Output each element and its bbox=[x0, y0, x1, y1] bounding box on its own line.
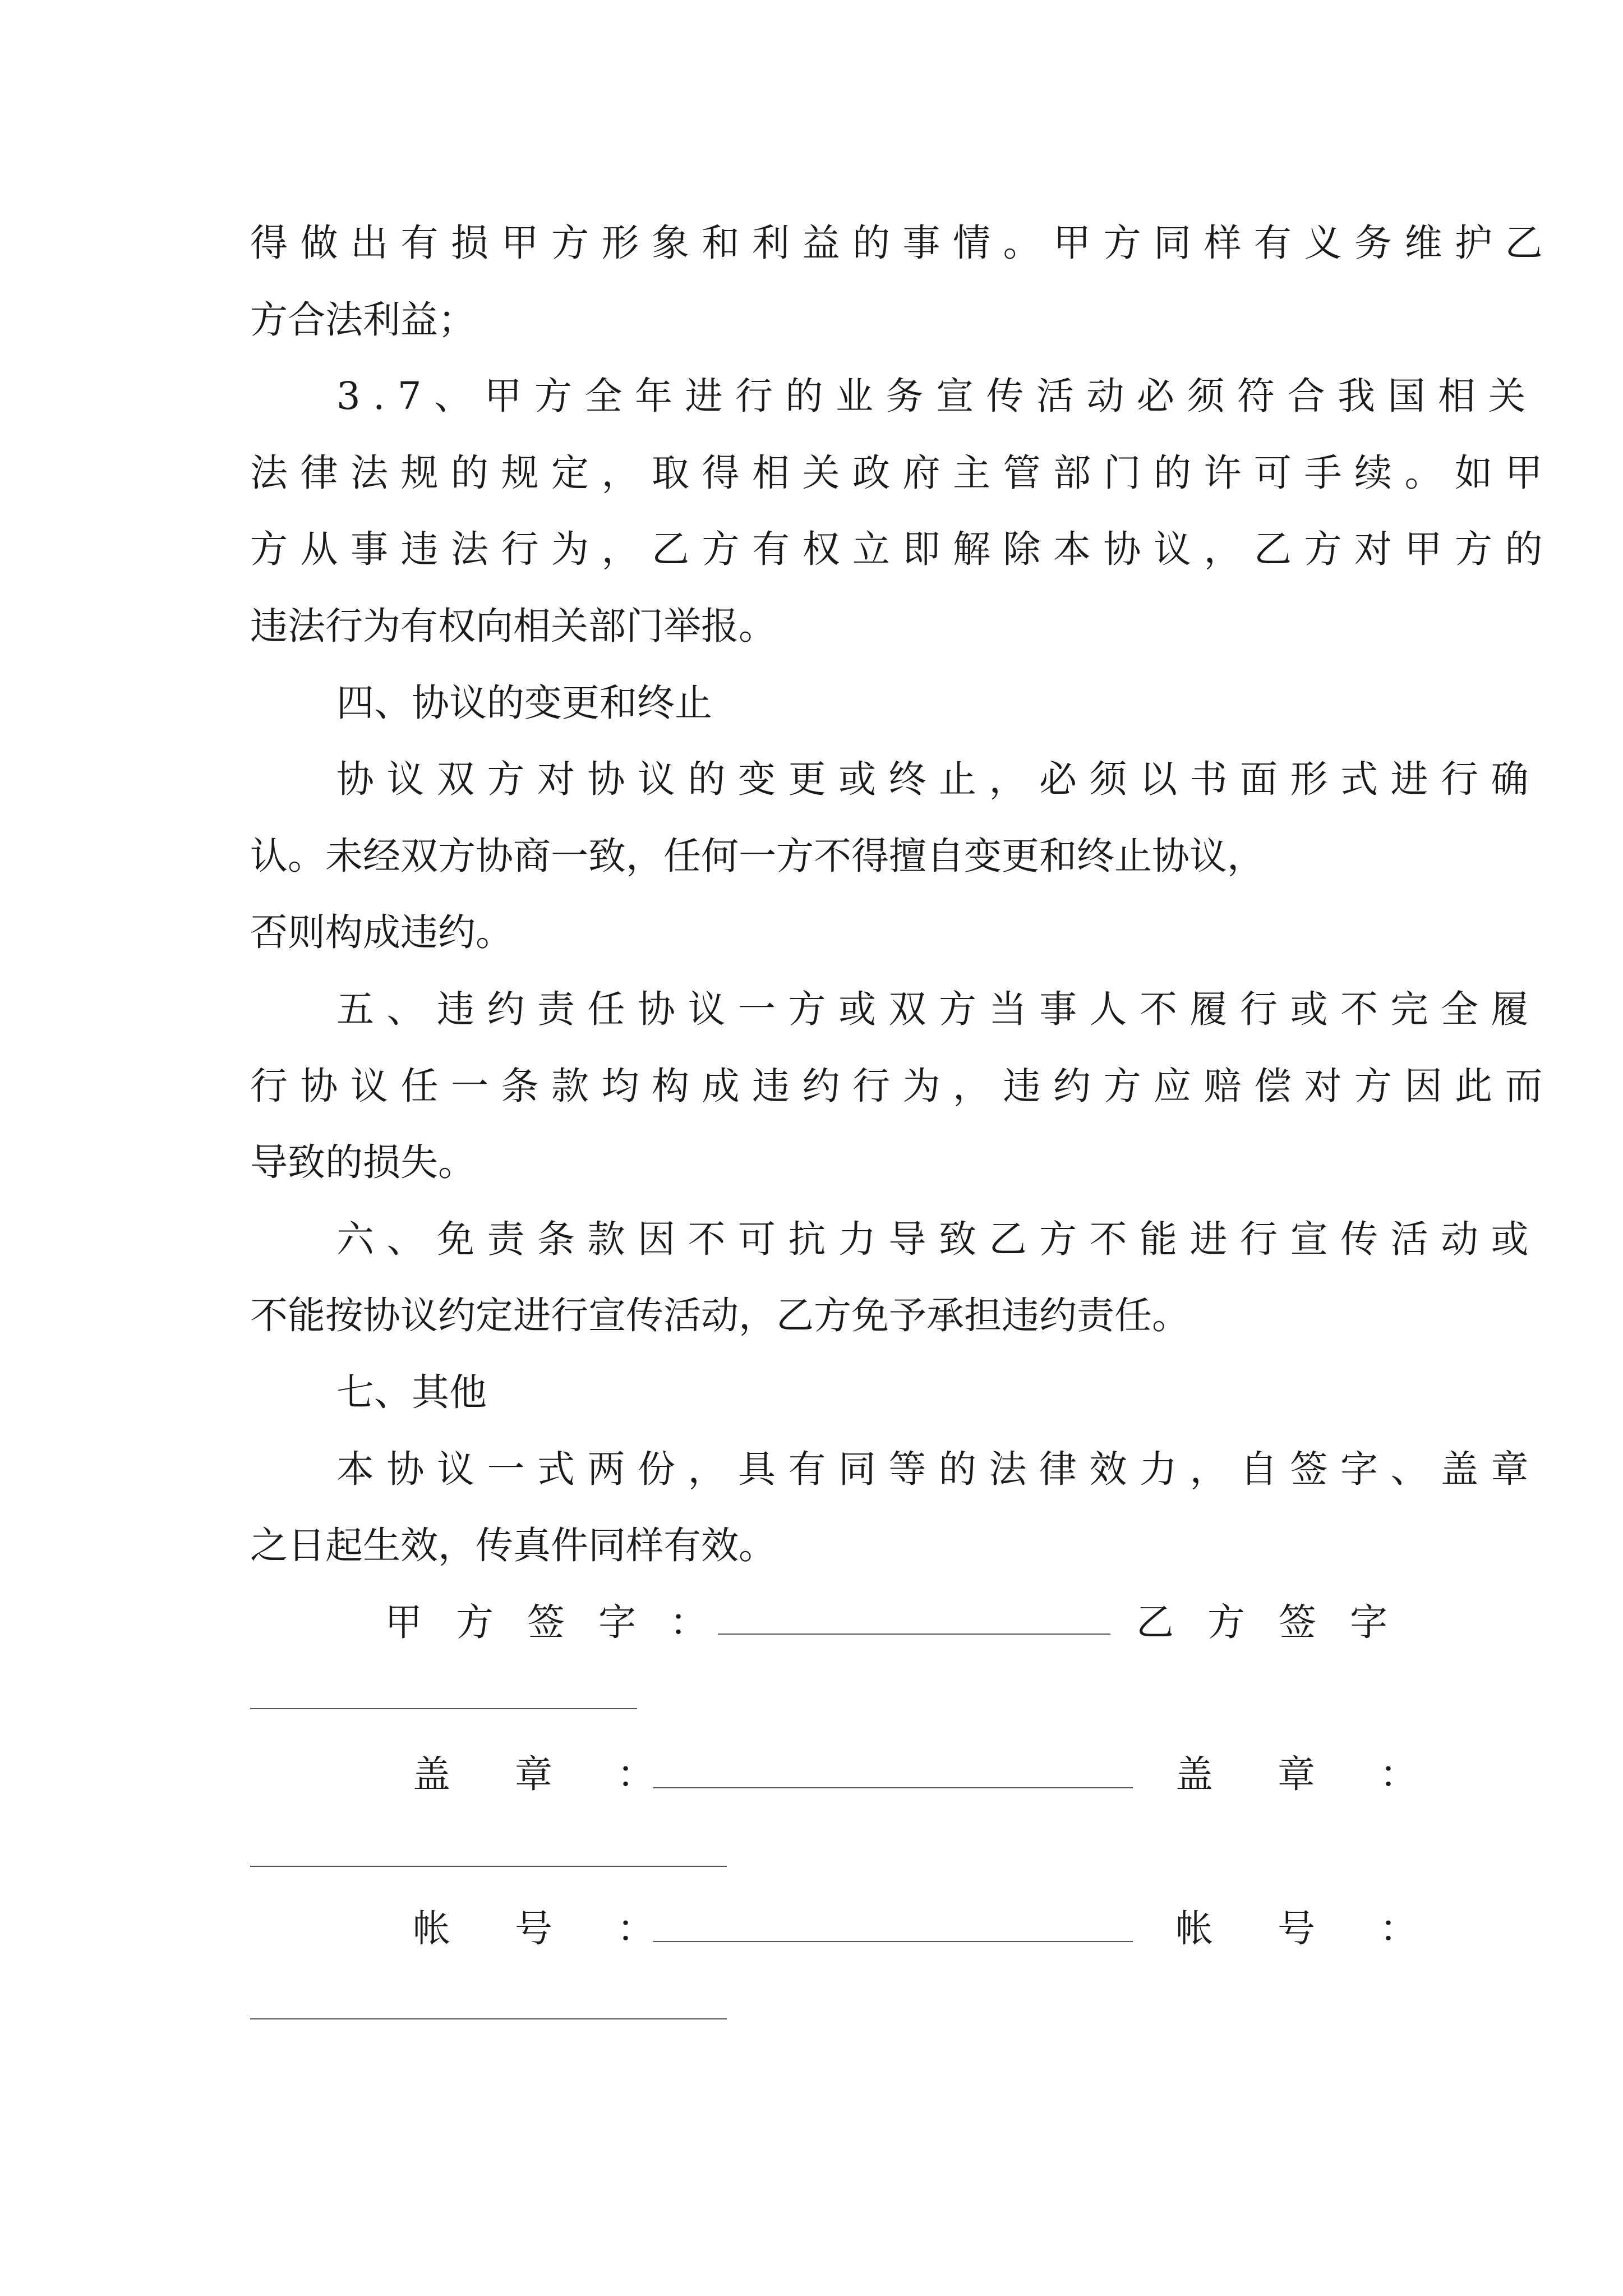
party-a-account-label: 帐号： bbox=[413, 1907, 719, 1950]
paragraph-line: 法律法规的规定，取得相关政府主管部门的许可手续。如甲 bbox=[250, 451, 1555, 495]
party-b-seal-label: 盖章： bbox=[1175, 1752, 1482, 1796]
paragraph-line: 行协议任一条款均构成违约行为，违约方应赔偿对方因此而 bbox=[250, 1064, 1555, 1108]
party-a-signature-line[interactable] bbox=[718, 1634, 1110, 1635]
section-heading: 四、协议的变更和终止 bbox=[336, 681, 712, 725]
paragraph-line: 之日起生效，传真件同样有效。 bbox=[250, 1524, 776, 1567]
party-a-seal-line[interactable] bbox=[653, 1787, 1133, 1788]
party-a-account-line[interactable] bbox=[653, 1941, 1133, 1942]
paragraph-line: 得做出有损甲方形象和利益的事情。甲方同样有义务维护乙 bbox=[250, 221, 1555, 265]
paragraph-line: 认。未经双方协商一致，任何一方不得擅自变更和终止协议， bbox=[250, 834, 1265, 878]
party-b-signature-label: 乙方签字 bbox=[1136, 1600, 1421, 1644]
section-heading: 七、其他 bbox=[336, 1370, 487, 1414]
paragraph-line: 3.7、甲方全年进行的业务宣传活动必须符合我国相关 bbox=[336, 374, 1539, 418]
party-b-signature-line[interactable] bbox=[250, 1708, 637, 1709]
seal-row bbox=[250, 1752, 1482, 1796]
paragraph-line: 协议双方对协议的变更或终止，必须以书面形式进行确 bbox=[336, 757, 1541, 801]
paragraph-line: 导致的损失。 bbox=[250, 1140, 476, 1184]
signature-row-party-a bbox=[250, 1600, 1421, 1644]
paragraph-line: 否则构成违约。 bbox=[250, 910, 513, 954]
party-b-account-line[interactable] bbox=[250, 2018, 727, 2019]
paragraph-line: 五、违约责任协议一方或双方当事人不履行或不完全履 bbox=[336, 987, 1541, 1031]
paragraph-line: 本协议一式两份，具有同等的法律效力，自签字、盖章 bbox=[336, 1447, 1541, 1491]
account-row bbox=[250, 1907, 1482, 1950]
paragraph-line: 方合法利益； bbox=[250, 298, 476, 342]
party-b-seal-line[interactable] bbox=[250, 1866, 727, 1867]
party-b-account-label: 帐号： bbox=[1175, 1907, 1482, 1950]
party-a-seal-label: 盖章： bbox=[413, 1752, 719, 1796]
party-a-signature-label: 甲方签字： bbox=[385, 1600, 741, 1644]
paragraph-line: 六、免责条款因不可抗力导致乙方不能进行宣传活动或 bbox=[336, 1217, 1541, 1261]
paragraph-line: 违法行为有权向相关部门举报。 bbox=[250, 604, 776, 648]
paragraph-line: 不能按协议约定进行宣传活动，乙方免予承担违约责任。 bbox=[250, 1294, 1189, 1337]
paragraph-line: 方从事违法行为，乙方有权立即解除本协议，乙方对甲方的 bbox=[250, 527, 1555, 571]
